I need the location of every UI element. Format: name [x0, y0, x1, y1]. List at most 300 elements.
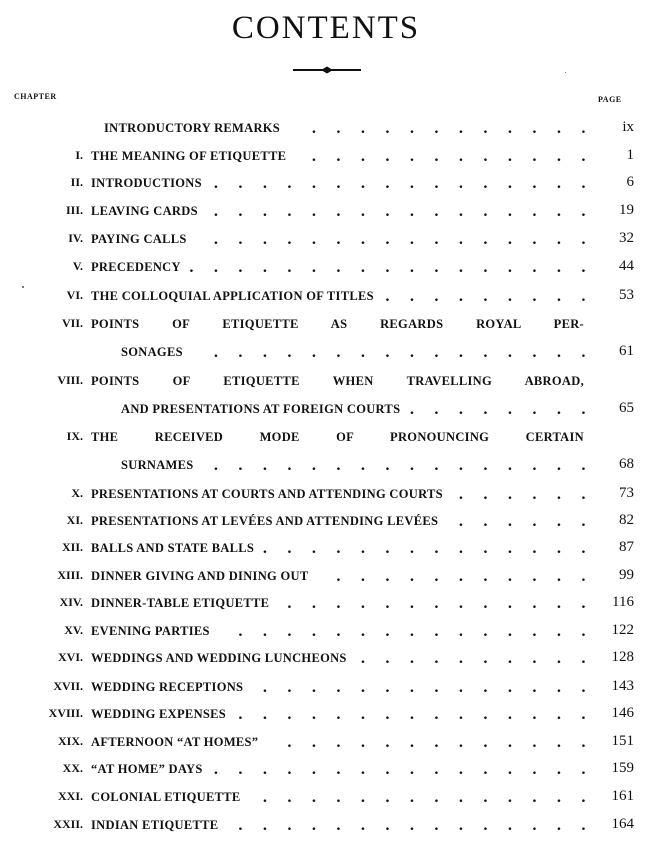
chapter-number: XV.: [64, 623, 83, 637]
leader-dot: .: [287, 762, 292, 778]
leader-dot: .: [409, 204, 415, 220]
leader-dot: .: [336, 707, 341, 723]
leader-dot: .: [287, 680, 292, 696]
chapter-number: VII.: [61, 316, 83, 330]
leader-dot: .: [532, 176, 537, 192]
page-title: CONTENTS: [231, 10, 421, 46]
leader-dot: .: [458, 514, 464, 530]
toc-line: [0, 538, 652, 560]
leader-dot: .: [507, 680, 513, 696]
leader-dot: .: [385, 260, 390, 276]
leader-dot: .: [311, 707, 317, 723]
leader-dot: .: [262, 541, 268, 557]
leader-dot: .: [409, 680, 415, 696]
leader-dot: .: [483, 596, 488, 612]
toc-line: [0, 648, 652, 670]
leader-dot: .: [311, 345, 317, 361]
leader-dot: .: [483, 176, 488, 192]
chapter-title: DINNER GIVING AND DINING OUT: [91, 569, 309, 583]
leader-dot: .: [409, 176, 415, 192]
leader-dot: .: [458, 232, 464, 248]
page-number: 6: [626, 174, 634, 190]
page-number: 116: [612, 594, 634, 610]
leader-dot: .: [262, 260, 268, 276]
leader-dot: .: [311, 680, 317, 696]
leader-dot: .: [556, 232, 562, 248]
page-number: 65: [619, 400, 634, 416]
chapter-column-header: CHAPTER: [14, 92, 57, 101]
leader-dot: .: [507, 596, 513, 612]
page-number: 19: [619, 202, 634, 218]
leader-dot: .: [434, 402, 439, 418]
leader-dot: .: [238, 624, 243, 640]
leader-dot: .: [360, 541, 366, 557]
leader-dot: .: [385, 624, 390, 640]
toc-line: [0, 621, 652, 643]
leader-dot: .: [360, 569, 366, 585]
leader-dot: .: [336, 735, 341, 751]
leader-dot: .: [532, 680, 537, 696]
chapter-title: “AT HOME” DAYS: [91, 762, 203, 776]
chapter-title: POINTS OF ETIQUETTE WHEN TRAVELLING ABROAD,: [91, 374, 584, 388]
toc-line: [0, 342, 652, 364]
toc-line: [0, 173, 652, 195]
leader-dot: .: [458, 541, 464, 557]
leader-dot: .: [434, 541, 439, 557]
toc-line: [0, 455, 652, 477]
leader-dot: .: [581, 735, 586, 751]
leader-dot: .: [581, 458, 586, 474]
toc-line: [0, 787, 652, 809]
leader-dot: .: [507, 569, 513, 585]
leader-dot: .: [262, 458, 268, 474]
leader-dot: .: [581, 176, 586, 192]
leader-dot: .: [532, 707, 537, 723]
leader-dot: .: [532, 762, 537, 778]
leader-dot: .: [556, 569, 562, 585]
leader-dot: .: [385, 289, 390, 305]
leader-dot: .: [360, 707, 366, 723]
page-number: 122: [611, 622, 634, 638]
page-number: 143: [611, 678, 634, 694]
leader-dot: .: [238, 818, 243, 834]
toc-line: [0, 201, 652, 223]
leader-dot: .: [311, 818, 317, 834]
leader-dot: .: [385, 818, 390, 834]
chapter-number: XXI.: [57, 789, 83, 803]
page-number: 73: [619, 485, 634, 501]
toc-line: [0, 732, 652, 754]
leader-dot: .: [434, 458, 439, 474]
toc-line: [0, 484, 652, 506]
toc-line: [0, 677, 652, 699]
leader-dot: .: [360, 260, 366, 276]
toc-line: [0, 511, 652, 533]
leader-dot: .: [458, 149, 464, 165]
title-ornament: [291, 66, 363, 74]
leader-dot: .: [458, 707, 464, 723]
leader-dot: .: [360, 204, 366, 220]
leader-dot: .: [434, 680, 439, 696]
leader-dot: .: [556, 680, 562, 696]
leader-dot: .: [336, 541, 341, 557]
leader-dot: .: [532, 818, 537, 834]
leader-dot: .: [507, 458, 513, 474]
leader-dot: .: [238, 260, 243, 276]
leader-dot: .: [213, 345, 219, 361]
chapter-title: WEDDINGS AND WEDDING LUNCHEONS: [91, 651, 347, 665]
leader-dot: .: [213, 232, 219, 248]
chapter-number: XIV.: [59, 595, 83, 609]
chapter-number: XVI.: [57, 650, 83, 664]
leader-dot: .: [287, 707, 292, 723]
leader-dot: .: [556, 624, 562, 640]
leader-dot: .: [360, 735, 366, 751]
leader-dot: .: [385, 680, 390, 696]
leader-dot: .: [311, 762, 317, 778]
leader-dot: .: [507, 651, 513, 667]
leader-dot: .: [434, 345, 439, 361]
leader-dot: .: [262, 232, 268, 248]
toc-line: [0, 286, 652, 308]
leader-dot: .: [556, 458, 562, 474]
leader-dot: .: [507, 149, 513, 165]
leader-dot: .: [507, 402, 513, 418]
leader-dot: .: [287, 176, 292, 192]
leader-dot: .: [409, 735, 415, 751]
leader-dot: .: [287, 345, 292, 361]
leader-dot: .: [360, 345, 366, 361]
page-number: 164: [611, 816, 634, 832]
toc-line: [0, 399, 652, 421]
leader-dot: .: [458, 121, 464, 137]
leader-dot: .: [532, 487, 537, 503]
chapter-number: XX.: [62, 761, 83, 775]
leader-dot: .: [434, 149, 439, 165]
leader-dot: .: [458, 651, 464, 667]
toc-line: [0, 371, 652, 393]
leader-dot: .: [507, 514, 513, 530]
leader-dot: .: [532, 458, 537, 474]
chapter-number: XXII.: [53, 817, 83, 831]
leader-dot: .: [385, 762, 390, 778]
leader-dot: .: [458, 487, 464, 503]
leader-dot: .: [409, 541, 415, 557]
leader-dot: .: [458, 596, 464, 612]
leader-dot: .: [556, 289, 562, 305]
chapter-title: COLONIAL ETIQUETTE: [91, 790, 241, 804]
leader-dot: .: [360, 176, 366, 192]
leader-dot: .: [507, 735, 513, 751]
page-number: 161: [611, 788, 634, 804]
leader-dot: .: [360, 651, 366, 667]
chapter-number: IX.: [66, 429, 83, 443]
leader-dot: .: [336, 149, 341, 165]
page-number: 87: [619, 539, 634, 555]
leader-dot: .: [409, 149, 415, 165]
chapter-number: XIII.: [57, 568, 83, 582]
leader-dot: .: [336, 762, 341, 778]
leader-dot: .: [238, 232, 243, 248]
leader-dot: .: [385, 596, 390, 612]
leader-dot: .: [409, 818, 415, 834]
leader-dot: .: [532, 402, 537, 418]
leader-dot: .: [311, 596, 317, 612]
leader-dot: .: [507, 818, 513, 834]
page-number: ix: [622, 119, 634, 135]
chapter-number: VI.: [66, 288, 83, 302]
leader-dot: .: [532, 260, 537, 276]
leader-dot: .: [507, 707, 513, 723]
leader-dot: .: [385, 458, 390, 474]
leader-dot: .: [409, 121, 415, 137]
chapter-title: INDIAN ETIQUETTE: [91, 818, 219, 832]
leader-dot: .: [385, 176, 390, 192]
leader-dot: .: [336, 260, 341, 276]
leader-dot: .: [483, 707, 488, 723]
leader-dot: .: [336, 569, 341, 585]
leader-dot: .: [311, 121, 317, 137]
leader-dot: .: [556, 204, 562, 220]
leader-dot: .: [581, 149, 586, 165]
leader-dot: .: [287, 596, 292, 612]
toc-line: [0, 566, 652, 588]
leader-dot: .: [360, 790, 366, 806]
leader-dot: .: [434, 260, 439, 276]
chapter-title: AFTERNOON “AT HOMES”: [91, 735, 259, 749]
leader-dot: .: [507, 487, 513, 503]
leader-dot: .: [238, 762, 243, 778]
leader-dot: .: [556, 541, 562, 557]
leader-dot: .: [483, 541, 488, 557]
chapter-number: III.: [65, 203, 83, 217]
leader-dot: .: [532, 121, 537, 137]
leader-dot: .: [311, 232, 317, 248]
page-number: 68: [619, 456, 634, 472]
leader-dot: .: [360, 596, 366, 612]
leader-dot: .: [434, 762, 439, 778]
leader-dot: .: [336, 790, 341, 806]
chapter-number: VIII.: [57, 373, 83, 387]
leader-dot: .: [287, 624, 292, 640]
toc-line: [0, 427, 652, 449]
page-number: 99: [619, 567, 634, 583]
chapter-title: PRESENTATIONS AT LEVÉES AND ATTENDING LEVÉES: [91, 514, 439, 528]
leader-dot: .: [262, 624, 268, 640]
leader-dot: .: [409, 260, 415, 276]
leader-dot: .: [483, 735, 488, 751]
leader-dot: .: [311, 790, 317, 806]
leader-dot: .: [287, 790, 292, 806]
leader-dot: .: [483, 260, 488, 276]
leader-dot: .: [360, 680, 366, 696]
page-number: 32: [619, 230, 634, 246]
chapter-title: BALLS AND STATE BALLS: [91, 541, 255, 555]
leader-dot: .: [483, 790, 488, 806]
leader-dot: .: [311, 624, 317, 640]
leader-dot: .: [409, 624, 415, 640]
leader-dot: .: [458, 204, 464, 220]
page-number: 61: [619, 343, 634, 359]
leader-dot: .: [532, 624, 537, 640]
leader-dot: .: [581, 514, 586, 530]
leader-dot: .: [458, 680, 464, 696]
leader-dot: .: [532, 204, 537, 220]
page-number: 53: [619, 287, 634, 303]
chapter-number: XVII.: [53, 679, 83, 693]
leader-dot: .: [532, 289, 537, 305]
leader-dot: .: [360, 458, 366, 474]
leader-dot: .: [238, 345, 243, 361]
leader-dot: .: [507, 176, 513, 192]
leader-dot: .: [262, 707, 268, 723]
leader-dot: .: [458, 818, 464, 834]
leader-dot: .: [311, 176, 317, 192]
leader-dot: .: [581, 289, 586, 305]
leader-dot: .: [458, 260, 464, 276]
page-number: 1: [626, 147, 634, 163]
leader-dot: .: [287, 232, 292, 248]
leader-dot: .: [409, 790, 415, 806]
leader-dot: .: [507, 790, 513, 806]
leader-dot: .: [287, 818, 292, 834]
chapter-number: XVIII.: [48, 706, 83, 720]
leader-dot: .: [409, 402, 415, 418]
leader-dot: .: [483, 232, 488, 248]
leader-dot: .: [336, 232, 341, 248]
leader-dot: .: [336, 121, 341, 137]
leader-dot: .: [434, 204, 439, 220]
leader-dot: .: [311, 149, 317, 165]
chapter-number: V.: [72, 259, 83, 273]
leader-dot: .: [581, 651, 586, 667]
chapter-title: SONAGES: [121, 345, 183, 359]
leader-dot: .: [483, 818, 488, 834]
chapter-title: INTRODUCTORY REMARKS: [104, 121, 281, 135]
leader-dot: .: [581, 345, 586, 361]
leader-dot: .: [434, 569, 439, 585]
leader-dot: .: [213, 204, 219, 220]
leader-dot: .: [287, 541, 292, 557]
leader-dot: .: [434, 790, 439, 806]
leader-dot: .: [532, 790, 537, 806]
leader-dot: .: [507, 541, 513, 557]
leader-dot: .: [434, 624, 439, 640]
leader-dot: .: [507, 121, 513, 137]
leader-dot: .: [434, 596, 439, 612]
leader-dot: .: [409, 651, 415, 667]
leader-dot: .: [262, 680, 268, 696]
leader-dot: .: [409, 762, 415, 778]
leader-dot: .: [458, 458, 464, 474]
leader-dot: .: [385, 569, 390, 585]
toc-line: [0, 118, 652, 140]
leader-dot: .: [483, 149, 488, 165]
leader-dot: .: [556, 707, 562, 723]
leader-dot: .: [434, 289, 439, 305]
leader-dot: .: [409, 596, 415, 612]
leader-dot: .: [311, 541, 317, 557]
leader-dot: .: [507, 345, 513, 361]
leader-dot: .: [581, 121, 586, 137]
leader-dot: .: [434, 232, 439, 248]
leader-dot: .: [336, 345, 341, 361]
leader-dot: .: [556, 514, 562, 530]
toc-line: [0, 146, 652, 168]
leader-dot: .: [556, 651, 562, 667]
leader-dot: .: [581, 402, 586, 418]
leader-dot: .: [336, 458, 341, 474]
page-number: 82: [619, 512, 634, 528]
leader-dot: .: [385, 541, 390, 557]
page-number: 146: [611, 705, 634, 721]
leader-dot: .: [581, 762, 586, 778]
leader-dot: .: [287, 260, 292, 276]
leader-dot: .: [311, 735, 317, 751]
leader-dot: .: [483, 204, 488, 220]
leader-dot: .: [262, 176, 268, 192]
leader-dot: .: [434, 651, 439, 667]
leader-dot: .: [483, 487, 488, 503]
leader-dot: .: [360, 232, 366, 248]
leader-dot: .: [336, 596, 341, 612]
leader-dot: .: [483, 569, 488, 585]
leader-dot: .: [385, 651, 390, 667]
leader-dot: .: [483, 121, 488, 137]
chapter-number: X.: [71, 486, 83, 500]
chapter-title: PAYING CALLS: [91, 232, 187, 246]
toc-line: [0, 257, 652, 279]
leader-dot: .: [556, 596, 562, 612]
chapter-number: XIX.: [57, 734, 83, 748]
leader-dot: .: [483, 289, 488, 305]
leader-dot: .: [287, 204, 292, 220]
leader-dot: .: [532, 541, 537, 557]
chapter-number: IV.: [68, 231, 83, 245]
leader-dot: .: [336, 680, 341, 696]
leader-dot: .: [311, 204, 317, 220]
chapter-title: PRESENTATIONS AT COURTS AND ATTENDING COURTS: [91, 487, 443, 501]
page-number: 44: [619, 258, 634, 274]
leader-dot: .: [483, 651, 488, 667]
leader-dot: .: [556, 260, 562, 276]
chapter-number: XII.: [61, 540, 83, 554]
leader-dot: .: [360, 762, 366, 778]
leader-dot: .: [556, 176, 562, 192]
toc-line: [0, 815, 652, 837]
leader-dot: .: [434, 176, 439, 192]
chapter-number: II.: [70, 175, 83, 189]
chapter-number: I.: [75, 148, 83, 162]
leader-dot: .: [581, 232, 586, 248]
chapter-title: THE RECEIVED MODE OF PRONOUNCING CERTAIN: [91, 430, 584, 444]
chapter-title: DINNER-TABLE ETIQUETTE: [91, 596, 270, 610]
leader-dot: .: [409, 458, 415, 474]
leader-dot: .: [532, 735, 537, 751]
leader-dot: .: [336, 204, 341, 220]
leader-dot: .: [507, 289, 513, 305]
leader-dot: .: [213, 176, 219, 192]
leader-dot: .: [507, 204, 513, 220]
leader-dot: .: [532, 569, 537, 585]
leader-dot: .: [262, 762, 268, 778]
leader-dot: .: [262, 818, 268, 834]
paper-speck: [22, 286, 24, 288]
leader-dot: .: [238, 458, 243, 474]
page-number: 151: [611, 733, 634, 749]
chapter-title: EVENING PARTIES: [91, 624, 210, 638]
leader-dot: .: [238, 176, 243, 192]
